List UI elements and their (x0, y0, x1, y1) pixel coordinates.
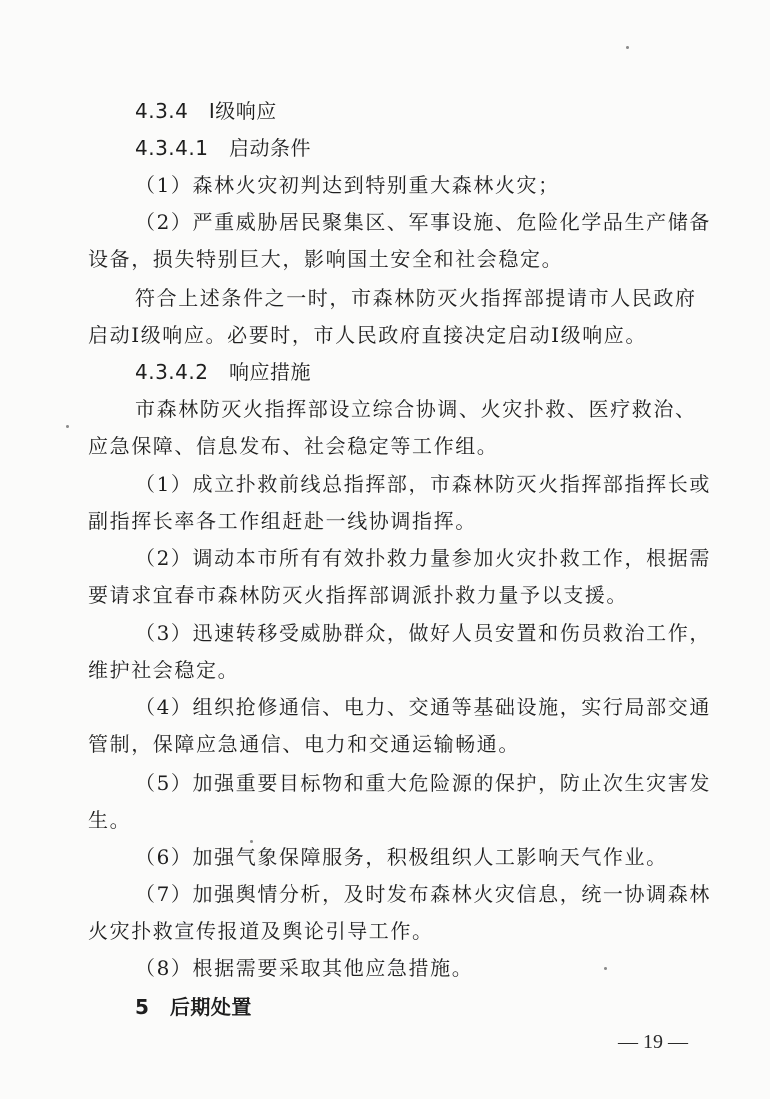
section-heading-4-3-4-1: 4.3.4.1 启动条件 (135, 136, 311, 160)
measure-4-line-2: 管制，保障应急通信、电力和交通运输畅通。 (88, 732, 520, 756)
measure-6: （6）加强气象保障服务，积极组织人工影响天气作业。 (135, 845, 668, 869)
scan-speck (604, 967, 607, 970)
scan-speck (66, 425, 69, 428)
work-groups-line-2: 应急保障、信息发布、社会稳定等工作组。 (88, 434, 499, 458)
condition-2-line-1: （2）严重威胁居民聚集区、军事设施、危险化学品生产储备 (135, 210, 711, 234)
section-heading-4-3-4-2: 4.3.4.2 响应措施 (135, 360, 311, 384)
measure-5-line-1: （5）加强重要目标物和重大危险源的保护，防止次生灾害发 (135, 771, 711, 795)
measure-2-line-2: 要请求宜春市森林防灭火指挥部调派扑救力量予以支援。 (88, 583, 628, 607)
section-heading-5: 5 后期处置 (135, 995, 252, 1019)
measure-4-line-1: （4）组织抢修通信、电力、交通等基础设施，实行局部交通 (135, 695, 711, 719)
measure-7-line-2: 火灾扑救宣传报道及舆论引导工作。 (88, 919, 434, 943)
trigger-paragraph-line-2: 启动Ⅰ级响应。必要时，市人民政府直接决定启动Ⅰ级响应。 (88, 323, 648, 347)
measure-2-line-1: （2）调动本市所有有效扑救力量参加火灾扑救工作，根据需 (135, 546, 711, 570)
measure-8: （8）根据需要采取其他应急措施。 (135, 956, 474, 980)
measure-3-line-2: 维护社会稳定。 (88, 658, 240, 682)
measure-1-line-2: 副指挥长率各工作组赶赴一线协调指挥。 (88, 509, 477, 533)
measure-3-line-1: （3）迅速转移受威胁群众，做好人员安置和伤员救治工作， (135, 621, 711, 645)
work-groups-line-1: 市森林防灭火指挥部设立综合协调、火灾扑救、医疗救治、 (135, 397, 697, 421)
condition-2-line-2: 设备，损失特别巨大，影响国土安全和社会稳定。 (88, 247, 564, 271)
trigger-paragraph-line-1: 符合上述条件之一时，市森林防灭火指挥部提请市人民政府 (135, 286, 697, 310)
measure-7-line-1: （7）加强舆情分析，及时发布森林火灾信息，统一协调森林 (135, 882, 711, 906)
measure-5-line-2: 生。 (88, 808, 132, 832)
condition-1: （1）森林火灾初判达到特别重大森林火灾； (135, 173, 560, 197)
scan-speck (250, 840, 253, 843)
page-number: — 19 — (618, 1031, 688, 1053)
scan-speck (626, 46, 629, 49)
section-heading-4-3-4: 4.3.4 Ⅰ级响应 (135, 99, 277, 123)
measure-1-line-1: （1）成立扑救前线总指挥部，市森林防灭火指挥部指挥长或 (135, 472, 711, 496)
